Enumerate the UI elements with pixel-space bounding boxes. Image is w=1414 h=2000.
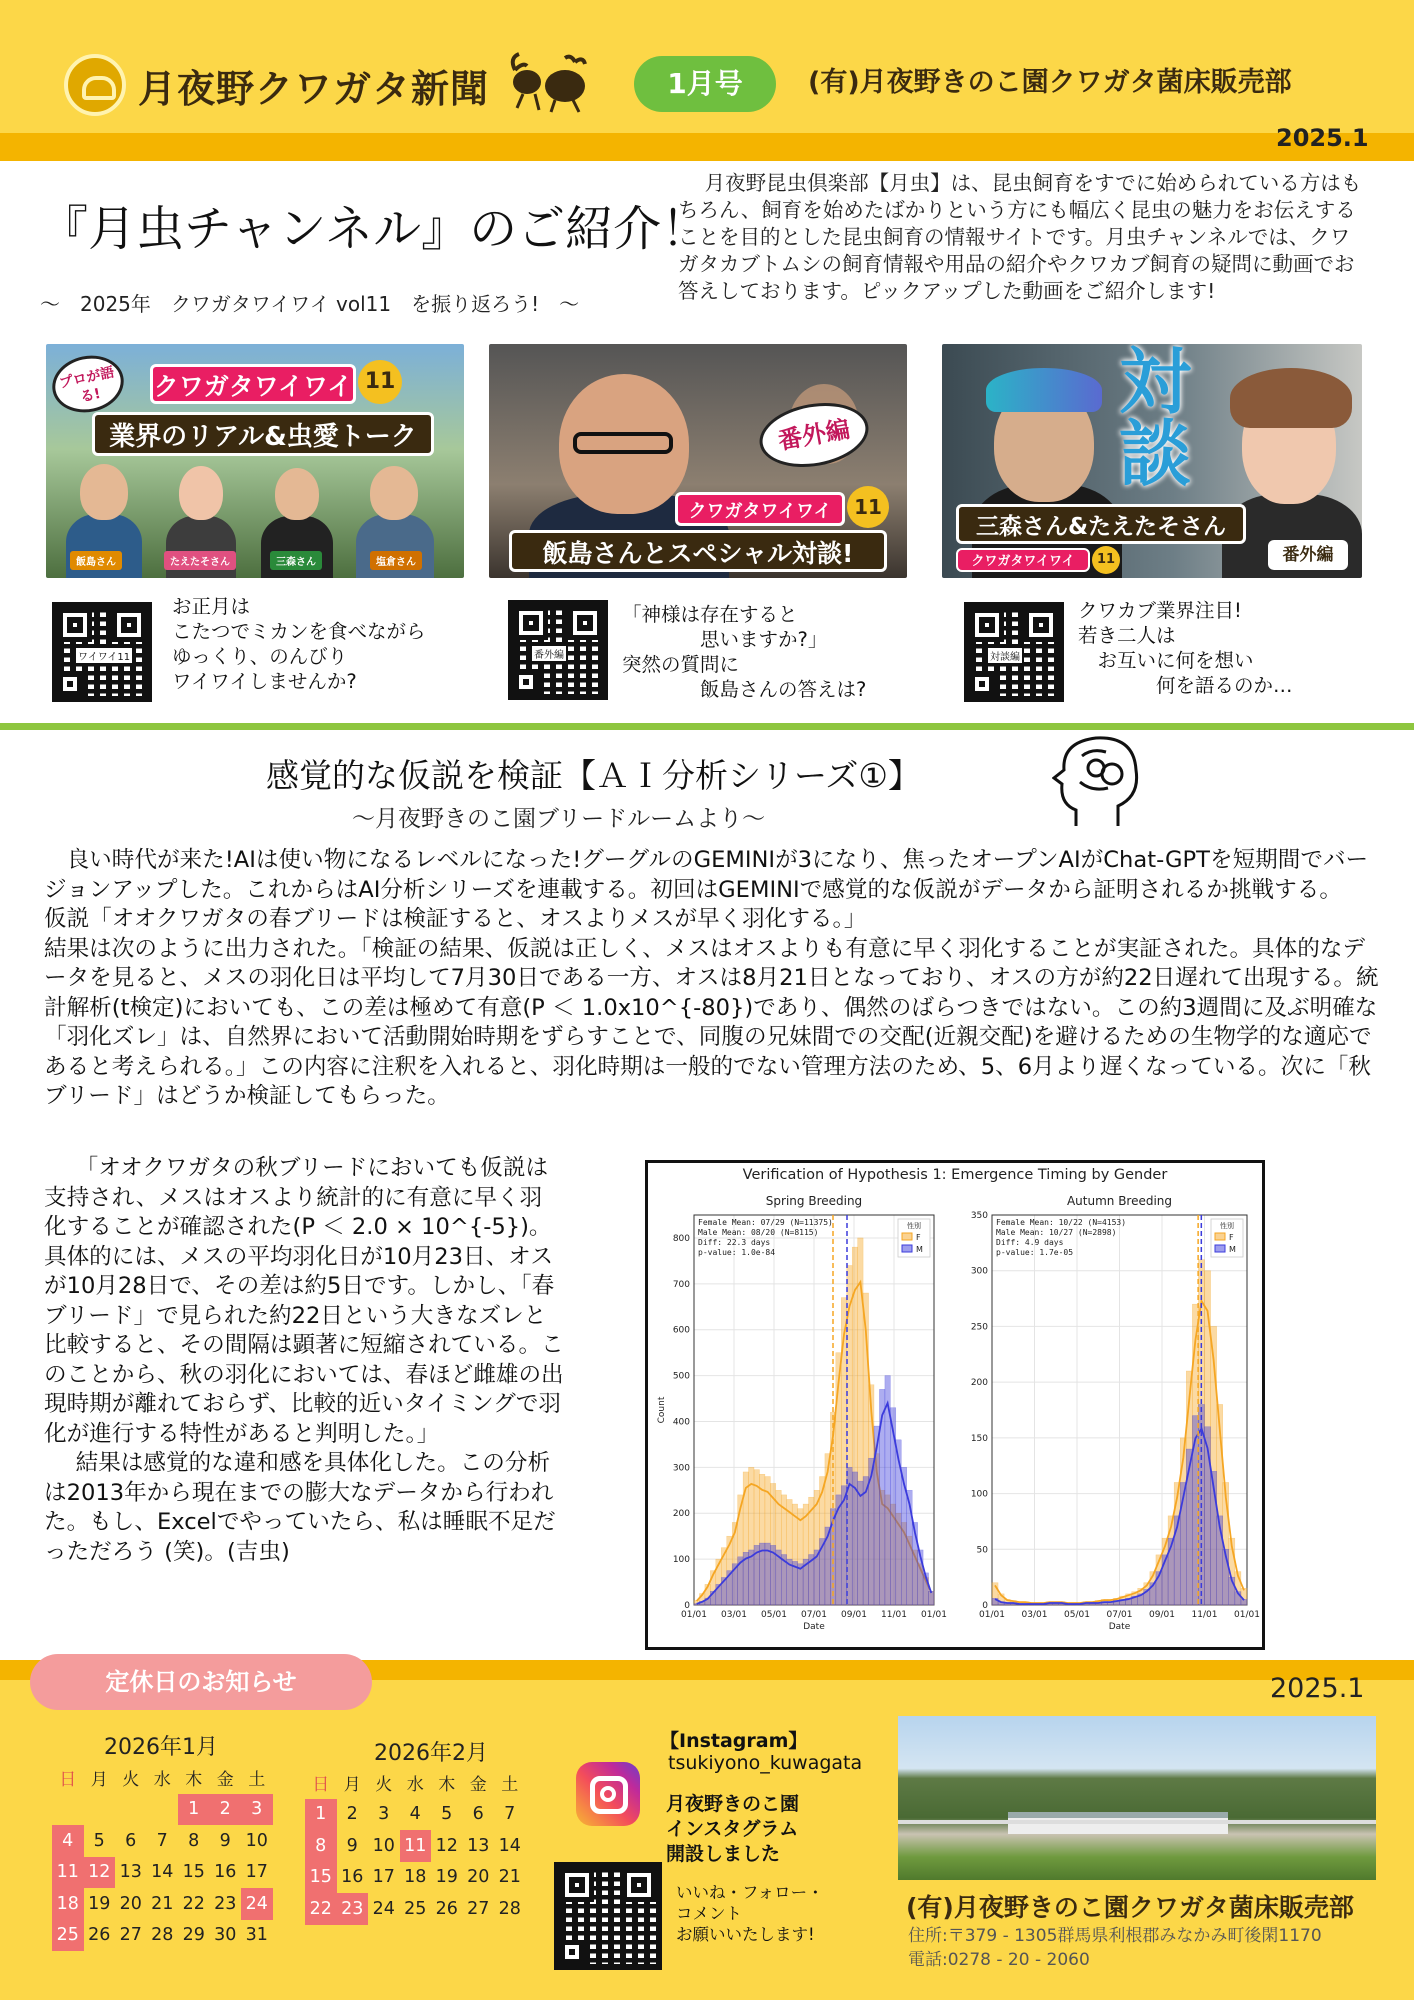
footer-company-name: (有)月夜野きのこ園クワガタ菌床販売部 [906, 1893, 1354, 1922]
video-headline: 三森さん&たえたそさん [956, 504, 1246, 544]
calendar-day: 19 [435, 1867, 458, 1888]
stats-annotation: p-value: 1.0e-84 [698, 1248, 776, 1257]
company-address: 住所:〒379 - 1305群馬県利根郡みなかみ町後閑1170 電話:0278 - 20 - 2060 [908, 1926, 1322, 1970]
x-tick-label: 05/01 [761, 1610, 787, 1620]
y-tick-label: 400 [672, 1417, 690, 1428]
company-name: (有)月夜野きのこ園クワガタ菌床販売部 [808, 67, 1292, 98]
calendar-empty [84, 1794, 116, 1826]
qr-code-special[interactable]: 番外編 [508, 600, 608, 700]
issue-badge: 1月号 [634, 56, 776, 112]
calendar-day: 19 [88, 1893, 111, 1914]
video-caption: クワカブ業界注目! 若き二人は お互いに何を想い 何を語るのか… [1078, 599, 1293, 697]
weekday-label: 火 [122, 1770, 140, 1791]
video-thumbnail-special[interactable] [489, 344, 907, 578]
holiday-day: 12 [84, 1857, 116, 1889]
holiday-day: 1 [178, 1794, 210, 1826]
calendar-day: 10 [245, 1830, 268, 1851]
calendar-day: 27 [119, 1925, 142, 1946]
holiday-day: 11 [400, 1830, 432, 1862]
weekday-label: 日 [59, 1770, 77, 1791]
calendar-day: 21 [498, 1867, 521, 1888]
histogram-bar-M [765, 1543, 770, 1605]
calendar-day: 28 [498, 1898, 521, 1919]
stats-annotation: p-value: 1.7e-05 [996, 1248, 1074, 1257]
instagram-icon[interactable] [576, 1762, 640, 1826]
badge-pro: プロが語る! [47, 349, 129, 419]
section-title-ai: 感覚的な仮説を検証【ＡＩ分析シリーズ①】 [266, 756, 921, 795]
calendar-february [305, 1767, 526, 1925]
calendar-title-feb: 2026年2月 [374, 1741, 488, 1766]
video-headline: 業界のリアル&虫愛トーク [92, 412, 434, 456]
qr-code-waiwai[interactable]: ワイワイ11 [52, 602, 152, 702]
article-paragraph: 結果は次のように出力された。「検証の結果、仮説は正しく、メスはオスよりも有意に早く羽化することが実証された。具体的なデータを見ると、メスの羽化日は平均して7月30日である一方、オスは8月21日となっており、オスの方が約22日遅れて出現する。統計解析(t検定)においても、この差は極めて有意(P ＜ 1.0x10^{-80})であり、偶然のばらつきではない。この約3週間に及ぶ明確な「羽化ズレ」は、自然界において活動開始時期をずらすことで、同腹の兄妹間での交配(近親交配)を避けるための生物学的な適応であると考えられる。」この内容に注釈を入れると、羽化時期は一般的でない管理方法のため、5、6月より遅くなっている。次に「秋ブリード」はどうか検証してもらった。 [44, 935, 1379, 1109]
chart-title: Verification of Hypothesis 1: Emergence Timing by Gender [742, 1167, 1168, 1183]
y-tick-label: 100 [970, 1489, 988, 1500]
section-subtitle-ai: ～月夜野きのこ園ブリードルームより～ [352, 806, 766, 832]
y-tick-label: 200 [970, 1378, 988, 1389]
instagram-handle[interactable]: tsukiyono_kuwagata [668, 1752, 863, 1774]
y-tick-label: 50 [976, 1545, 988, 1556]
y-tick-label: 600 [672, 1325, 690, 1336]
video-thumbnail-taidan[interactable] [942, 344, 1362, 578]
legend-swatch-M [1215, 1245, 1225, 1252]
article-column [44, 1154, 564, 1567]
instagram-label: 【Instagram】 [660, 1730, 808, 1752]
calendar-day: 7 [156, 1830, 168, 1851]
calendar-day: 6 [472, 1804, 484, 1825]
chart-svg [648, 1163, 1262, 1647]
calendar-day: 15 [182, 1862, 205, 1883]
episode-number: 11 [1092, 546, 1120, 574]
panel-title: Autumn Breeding [1066, 1194, 1173, 1208]
calendar-day: 10 [372, 1835, 395, 1856]
issue-date: 2025.1 [1276, 124, 1369, 152]
calendar-day: 25 [404, 1898, 427, 1919]
calendar-empty [52, 1794, 84, 1826]
weekday-label: 土 [248, 1770, 266, 1791]
chart-panel-autumn [971, 1194, 1260, 1632]
y-tick-label: 100 [672, 1555, 690, 1566]
calendar-empty [147, 1794, 179, 1826]
x-tick-label: 07/01 [1106, 1610, 1133, 1620]
x-tick-label: 07/01 [801, 1610, 827, 1620]
y-tick-label: 0 [982, 1601, 988, 1611]
x-tick-label: 05/01 [1064, 1610, 1090, 1620]
calendar-day: 17 [372, 1867, 395, 1888]
weekday-label: 金 [469, 1775, 487, 1796]
badge-bangaihen: 番外編 [754, 395, 873, 475]
calendar-day: 30 [214, 1925, 237, 1946]
legend-swatch-M [902, 1245, 912, 1252]
x-tick-label: 01/01 [921, 1610, 947, 1620]
x-axis-label: Date [803, 1622, 825, 1632]
legend-entry: F [916, 1233, 921, 1242]
y-tick-label: 350 [970, 1211, 988, 1221]
histogram-bar-M [759, 1543, 764, 1605]
x-tick-label: 09/01 [841, 1610, 867, 1620]
calendar-day: 16 [214, 1862, 237, 1883]
big-taidan-text: 対談 [1118, 344, 1191, 496]
series-label: クワガタワイワイ [675, 492, 845, 526]
y-tick-label: 200 [672, 1509, 690, 1520]
calendar-day: 12 [435, 1835, 458, 1856]
calendar-day: 21 [151, 1893, 174, 1914]
holiday-day: 3 [241, 1794, 273, 1826]
legend-title: 性別 [1220, 1222, 1234, 1230]
weekday-label: 木 [185, 1770, 203, 1791]
stats-annotation: Female Mean: 07/29 (N=11375) [698, 1218, 833, 1227]
calendar-day: 17 [245, 1862, 268, 1883]
x-tick-label: 11/01 [881, 1610, 907, 1620]
calendar-title-jan: 2026年1月 [104, 1735, 218, 1760]
article-paragraph: 「オオクワガタの秋ブリードにおいても仮説は支持され、メスはオスより統計的に有意に早く羽化することが確認された(P ＜ 2.0 × 10^{-5})。具体的には、メスの平均羽化日が10月23日、オスが10月28日で、その差は約5日です。しかし、「春ブリード」で見られた約22日という大きなズレと比較すると、その間隔は顕著に短縮されている。このことから、秋の羽化においては、春ほど雌雄の出現時期が離れておらず、比較的近いタイミングで羽化が進行する特性があると判明した。」 [44, 1155, 564, 1447]
article-body [44, 846, 1382, 1112]
legend-title: 性別 [907, 1222, 921, 1230]
stats-annotation: Male Mean: 08/20 (N=8115) [698, 1228, 819, 1237]
footer-date: 2025.1 [1270, 1673, 1365, 1704]
calendar-day: 9 [219, 1830, 231, 1851]
stats-annotation: Diff: 22.3 days [698, 1238, 771, 1247]
episode-number: 11 [358, 360, 402, 404]
holiday-day: 2 [210, 1794, 242, 1826]
legend-swatch-F [1215, 1233, 1225, 1240]
calendar-day: 5 [93, 1830, 105, 1851]
calendar-day: 6 [125, 1830, 137, 1851]
holiday-day: 8 [305, 1830, 337, 1862]
article-paragraph: 良い時代が来た!AIは使い物になるレベルになった!グーグルのGEMINIが3になり、焦ったオープンAIがChat-GPTを短期間でバージョンアップした。これからはAI分析シリーズを連載する。初回はGEMINIで感覚的な仮説がデータから証明されるか挑戦する。 [44, 847, 1369, 903]
y-tick-label: 0 [684, 1601, 690, 1611]
y-tick-label: 300 [672, 1463, 690, 1474]
weekday-label: 月 [343, 1775, 361, 1796]
holiday-day: 18 [52, 1888, 84, 1920]
x-tick-label: 09/01 [1149, 1610, 1175, 1620]
section-subtitle-channel: ～ 2025年 クワガタワイワイ vol11 を振り返ろう! ～ [40, 292, 580, 316]
holiday-day: 11 [52, 1857, 84, 1889]
series-label: クワガタワイワイ [956, 548, 1090, 572]
y-tick-label: 700 [672, 1279, 690, 1290]
instagram-request: いいね・フォロー・ コメント お願いいたします! [676, 1883, 824, 1944]
calendar-day: 26 [88, 1925, 111, 1946]
ai-head-icon [1052, 734, 1142, 830]
article-paragraph: 結果は感覚的な違和感を具体化した。この分析は2013年から現在までの膨大なデータから行われた。もし、Excelでやっていたら、私は睡眠不足だっただろう (笑)。(吉虫) [44, 1450, 556, 1565]
weekday-label: 水 [406, 1775, 424, 1796]
x-tick-label: 01/01 [979, 1610, 1005, 1620]
calendar-day: 23 [214, 1893, 237, 1914]
x-tick-label: 01/01 [1234, 1610, 1260, 1620]
name-chip: 塩倉さん [370, 551, 422, 570]
histogram-bar-M [1186, 1449, 1192, 1605]
name-chip: 飯島さん [70, 551, 122, 570]
legend-entry: M [916, 1245, 923, 1254]
calendar-day: 14 [498, 1835, 521, 1856]
calendar-day: 22 [182, 1893, 205, 1914]
calendar-day: 13 [467, 1835, 490, 1856]
chart-panel-spring [657, 1194, 947, 1632]
holiday-day: 1 [305, 1799, 337, 1831]
calendar-day: 14 [151, 1862, 174, 1883]
name-chip: 三森さん [270, 551, 322, 570]
badge-bangaihen: 番外編 [1268, 540, 1348, 570]
holiday-day: 25 [52, 1920, 84, 1952]
instagram-announcement: 月夜野きのこ園 インスタグラム 開設しました [666, 1793, 800, 1865]
y-tick-label: 250 [970, 1322, 988, 1333]
x-axis-label: Date [1108, 1622, 1131, 1632]
calendar-day: 27 [467, 1898, 490, 1919]
holiday-day: 24 [241, 1888, 273, 1920]
qr-code-taidan[interactable]: 対談編 [964, 602, 1064, 702]
y-axis-label: Count [657, 1396, 667, 1424]
calendar-day: 3 [378, 1804, 390, 1825]
calendar-day: 9 [346, 1835, 358, 1856]
name-chip: たえたそさん [164, 551, 236, 570]
calendar-day: 24 [372, 1898, 395, 1919]
legend-entry: F [1229, 1233, 1234, 1242]
channel-intro-text: 月夜野昆虫倶楽部【月虫】は、昆虫飼育をすでに始められている方はもちろん、飼育を始めたばかりという方にも幅広く昆虫の魅力をお伝えすることを目的とした昆虫飼育の情報サイトです。月虫チャンネルでは、クワガタカブトムシの飼育情報や用品の紹介やクワカブ飼育の疑問に動画でお答えしております。ピックアップした動画をご紹介します! [678, 171, 1362, 303]
y-tick-label: 800 [672, 1233, 690, 1244]
holiday-day: 15 [305, 1862, 337, 1894]
video-headline: 飯島さんとスペシャル対談! [509, 530, 887, 572]
calendar-day: 18 [404, 1867, 427, 1888]
legend-entry: M [1229, 1245, 1236, 1254]
facility-photo [898, 1716, 1376, 1880]
legend-swatch-F [902, 1233, 912, 1240]
stats-annotation: Female Mean: 10/22 (N=4153) [996, 1218, 1127, 1227]
stag-beetle-icon [505, 52, 587, 114]
holiday-day: 4 [52, 1825, 84, 1857]
histogram-bar-M [858, 1481, 863, 1605]
section-title-channel: 『月虫チャンネル』のご紹介！ [40, 201, 710, 257]
calendar-day: 28 [151, 1925, 174, 1946]
calendar-day: 8 [188, 1830, 200, 1851]
histogram-bar-M [929, 1591, 934, 1605]
y-tick-label: 300 [970, 1266, 988, 1277]
holiday-day: 23 [337, 1893, 369, 1925]
histogram-bar-M [863, 1477, 868, 1605]
calendar-day: 26 [435, 1898, 458, 1919]
calendar-day: 5 [441, 1804, 453, 1825]
calendar-january [52, 1762, 273, 1951]
series-label: クワガタワイワイ [150, 364, 356, 404]
y-tick-label: 500 [672, 1371, 690, 1382]
weekday-label: 日 [312, 1775, 330, 1796]
calendar-day: 16 [341, 1867, 364, 1888]
article-paragraph: 仮説「オオクワガタの春ブリードは検証すると、オスよりメスが早く羽化する。」 [44, 906, 867, 932]
calendar-day: 20 [119, 1893, 142, 1914]
calendar-day: 20 [467, 1867, 490, 1888]
x-tick-label: 11/01 [1191, 1610, 1218, 1620]
calendar-day: 4 [409, 1804, 421, 1825]
calendar-day: 2 [346, 1804, 358, 1825]
x-tick-label: 03/01 [1021, 1610, 1048, 1620]
y-tick-label: 150 [970, 1433, 988, 1444]
x-tick-label: 01/01 [681, 1610, 707, 1620]
stats-annotation: Diff: 4.9 days [996, 1238, 1064, 1247]
newspaper-title: 月夜野クワガタ新聞 [138, 67, 490, 111]
weekday-label: 土 [501, 1775, 519, 1796]
holiday-day: 22 [305, 1893, 337, 1925]
histogram-bar-M [798, 1564, 803, 1605]
video-thumbnail-waiwai[interactable] [46, 344, 464, 578]
weekday-label: 木 [438, 1775, 456, 1796]
logo-icon [64, 54, 126, 116]
calendar-day: 29 [182, 1925, 205, 1946]
calendar-day: 13 [119, 1862, 142, 1883]
weekday-label: 火 [375, 1775, 393, 1796]
section-divider [0, 723, 1414, 730]
panel-title: Spring Breeding [765, 1194, 863, 1208]
stats-annotation: Male Mean: 10/27 (N=2898) [996, 1228, 1117, 1237]
holiday-notice-label: 定休日のお知らせ [30, 1654, 372, 1710]
calendar-empty [115, 1794, 147, 1826]
weekday-label: 月 [90, 1770, 108, 1791]
episode-number: 11 [847, 486, 889, 528]
weekday-label: 水 [153, 1770, 171, 1791]
emergence-chart [645, 1160, 1265, 1650]
video-caption: 「神様は存在すると 思いますか?」 突然の質問に 飯島さんの答えは? [622, 603, 867, 701]
calendar-day: 31 [245, 1925, 268, 1946]
qr-code-instagram[interactable] [554, 1862, 662, 1970]
video-caption: お正月は こたつでミカンを食べながら ゆっくり、のんびり ワイワイしませんか? [172, 595, 426, 693]
header-stripe [0, 133, 1414, 161]
calendar-day: 7 [504, 1804, 516, 1825]
histogram-bar-M [1241, 1599, 1247, 1605]
weekday-label: 金 [216, 1770, 234, 1791]
x-tick-label: 03/01 [721, 1610, 747, 1620]
